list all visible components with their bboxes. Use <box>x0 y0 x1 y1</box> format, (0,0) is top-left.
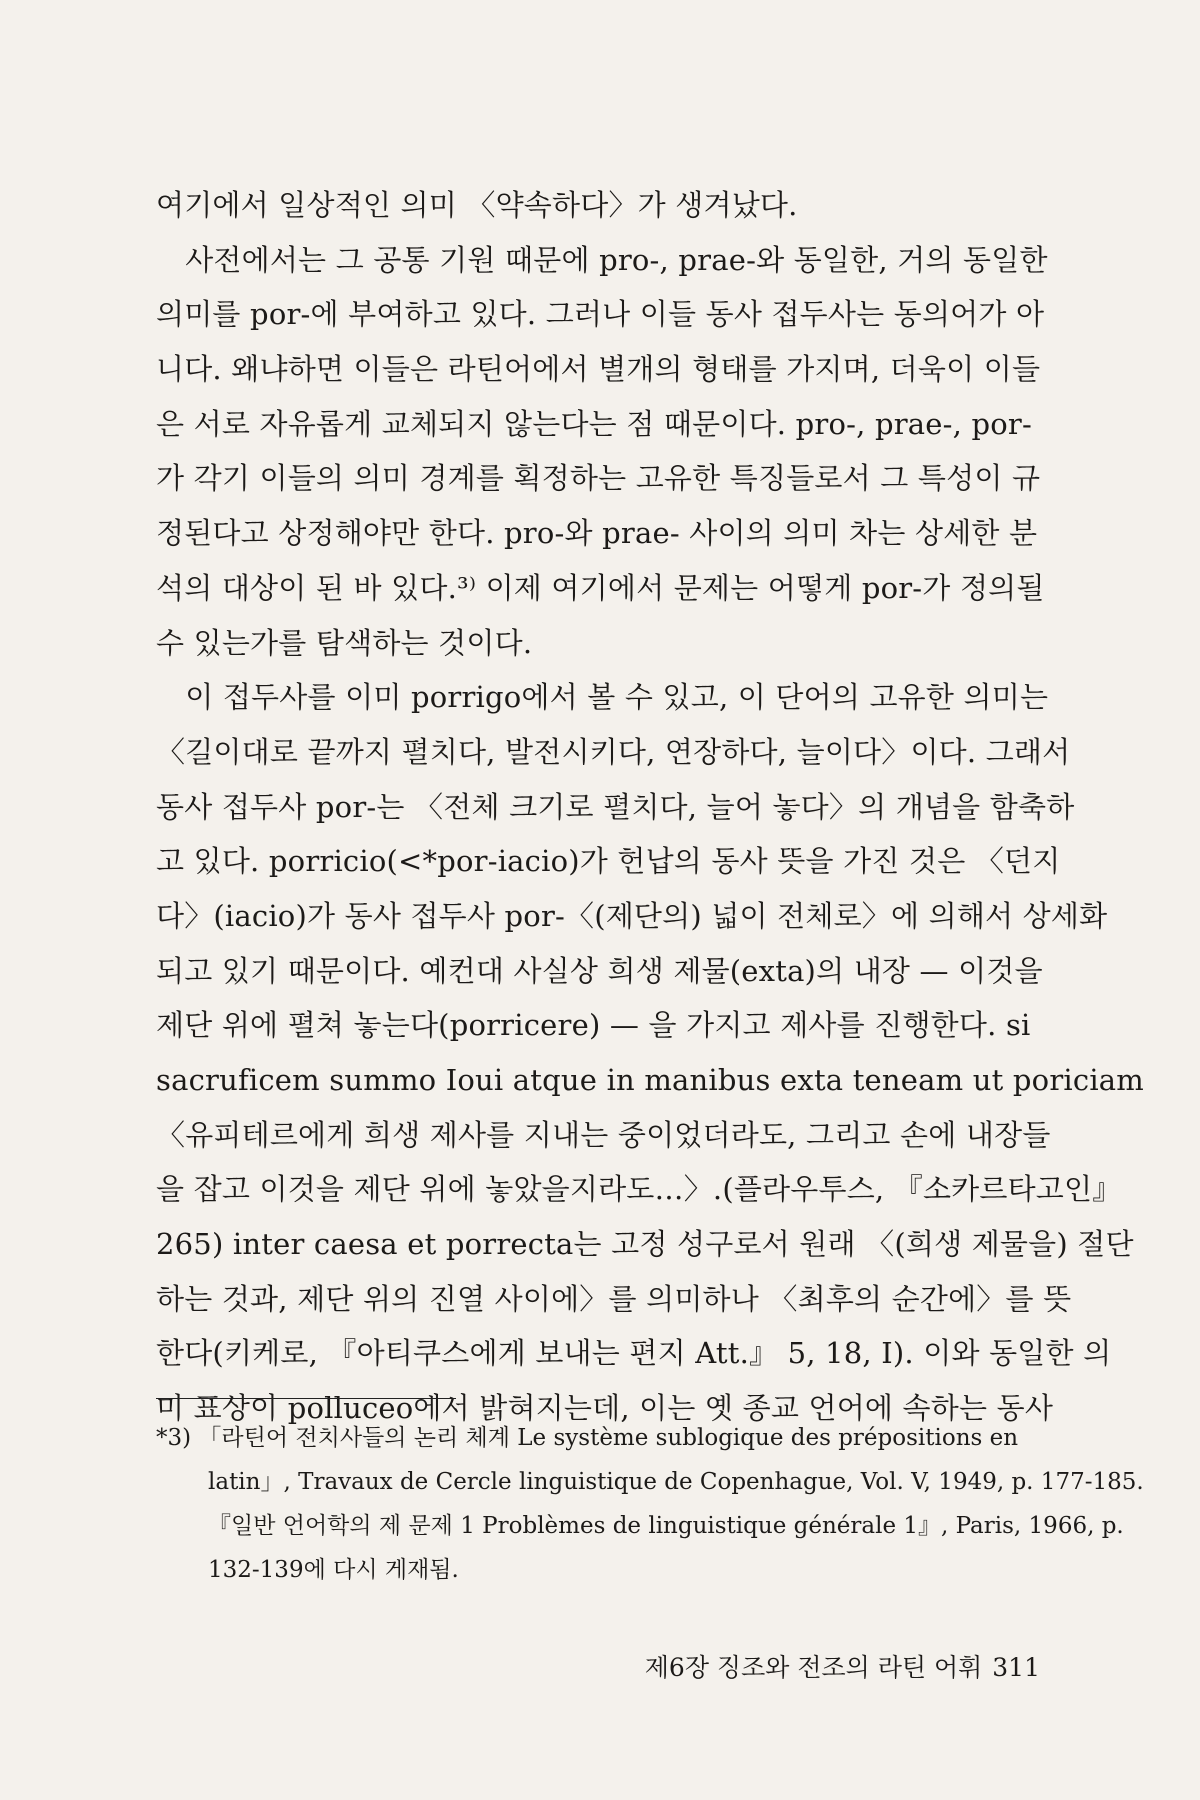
body-line: 되고 있기 때문이다. 예컨대 사실상 희생 제물(exta)의 내장 — 이것을 <box>156 953 1043 988</box>
footnote <box>156 1416 1144 1592</box>
body-line: 사전에서는 그 공통 기원 때문에 pro-, prae-와 동일한, 거의 동일한 <box>156 242 1048 277</box>
body-line: 265) inter caesa et porrecta는 고정 성구로서 원래 〈(희생 제물을) 절단 <box>156 1227 1134 1262</box>
body-line: 가 각기 이들의 의미 경계를 획정하는 고유한 특징들로서 그 특성이 규 <box>156 461 1041 496</box>
body-line: 〈길이대로 끝까지 펼치다, 발전시키다, 연장하다, 늘이다〉이다. 그래서 <box>156 734 1071 769</box>
footnote-line: *3) 「라틴어 전치사들의 논리 체계 Le système sublogique des prépositions en <box>156 1425 1019 1451</box>
body-line: 석의 대상이 된 바 있다.³⁾ 이제 여기에서 문제는 어떻게 por-가 정의될 <box>156 570 1045 605</box>
body-line: 여기에서 일상적인 의미 〈약속하다〉가 생겨났다. <box>156 188 798 222</box>
body-line: 은 서로 자유롭게 교체되지 않는다는 점 때문이다. pro-, prae-, por- <box>156 406 1032 441</box>
body-line: 을 잡고 이것을 제단 위에 놓았을지라도…〉.(플라우투스, 『소카르타고인』 <box>156 1172 1122 1207</box>
body-line: 하는 것과, 제단 위의 진열 사이에〉를 의미하나 〈최후의 순간에〉를 뜻 <box>156 1281 1072 1316</box>
body-line: 한다(키케로, 『아티쿠스에게 보내는 편지 Att.』 5, 18, I). 이와 동일한 의 <box>156 1336 1112 1371</box>
body-line: 의미를 por-에 부여하고 있다. 그러나 이들 동사 접두사는 동의어가 아 <box>156 297 1045 332</box>
body-text <box>156 178 1144 1436</box>
body-line: 고 있다. porricio(<*por-iacio)가 헌납의 동사 뜻을 가진 것은 〈던지 <box>156 844 1061 879</box>
body-line: 정된다고 상정해야만 한다. pro-와 prae- 사이의 의미 차는 상세한 분 <box>156 516 1038 551</box>
body-line: sacruficem summo Ioui atque in manibus exta teneam ut poriciam <box>156 1063 1144 1097</box>
body-line: 이 접두사를 이미 porrigo에서 볼 수 있고, 이 단어의 고유한 의미는 <box>156 680 1049 715</box>
body-line: 동사 접두사 por-는 〈전체 크기로 펼치다, 늘어 놓다〉의 개념을 함축하 <box>156 789 1075 824</box>
chapter-title: 제6장 징조와 전조의 라틴 어휘 <box>644 1653 983 1682</box>
body-line: 미 표상이 polluceo에서 밝혀지는데, 이는 옛 종교 언어에 속하는 동사 <box>156 1391 1054 1426</box>
body-line: 수 있는가를 탐색하는 것이다. <box>156 625 533 660</box>
footnote-line: latin」, Travaux de Cercle linguistique de Copenhague, Vol. V, 1949, p. 177-185. <box>208 1469 1144 1495</box>
page-number: 311 <box>992 1653 1040 1682</box>
body-line: 〈유피테르에게 희생 제사를 지내는 중이었더라도, 그리고 손에 내장들 <box>156 1117 1051 1152</box>
body-line: 다〉(iacio)가 동사 접두사 por-〈(제단의) 넓이 전체로〉에 의해서 상세화 <box>156 898 1108 933</box>
footnote-divider <box>156 1398 456 1399</box>
body-line: 제단 위에 펼쳐 놓는다(porricere) — 을 가지고 제사를 진행한다. si <box>156 1008 1031 1043</box>
footnote-line: 132-139에 다시 게재됨. <box>208 1557 459 1583</box>
body-line: 니다. 왜냐하면 이들은 라틴어에서 별개의 형태를 가지며, 더욱이 이들 <box>156 352 1041 387</box>
running-footer <box>620 1648 1040 1684</box>
footnote-line: 『일반 언어학의 제 문제 1 Problèmes de linguistique générale 1』, Paris, 1966, p. <box>208 1513 1124 1539</box>
